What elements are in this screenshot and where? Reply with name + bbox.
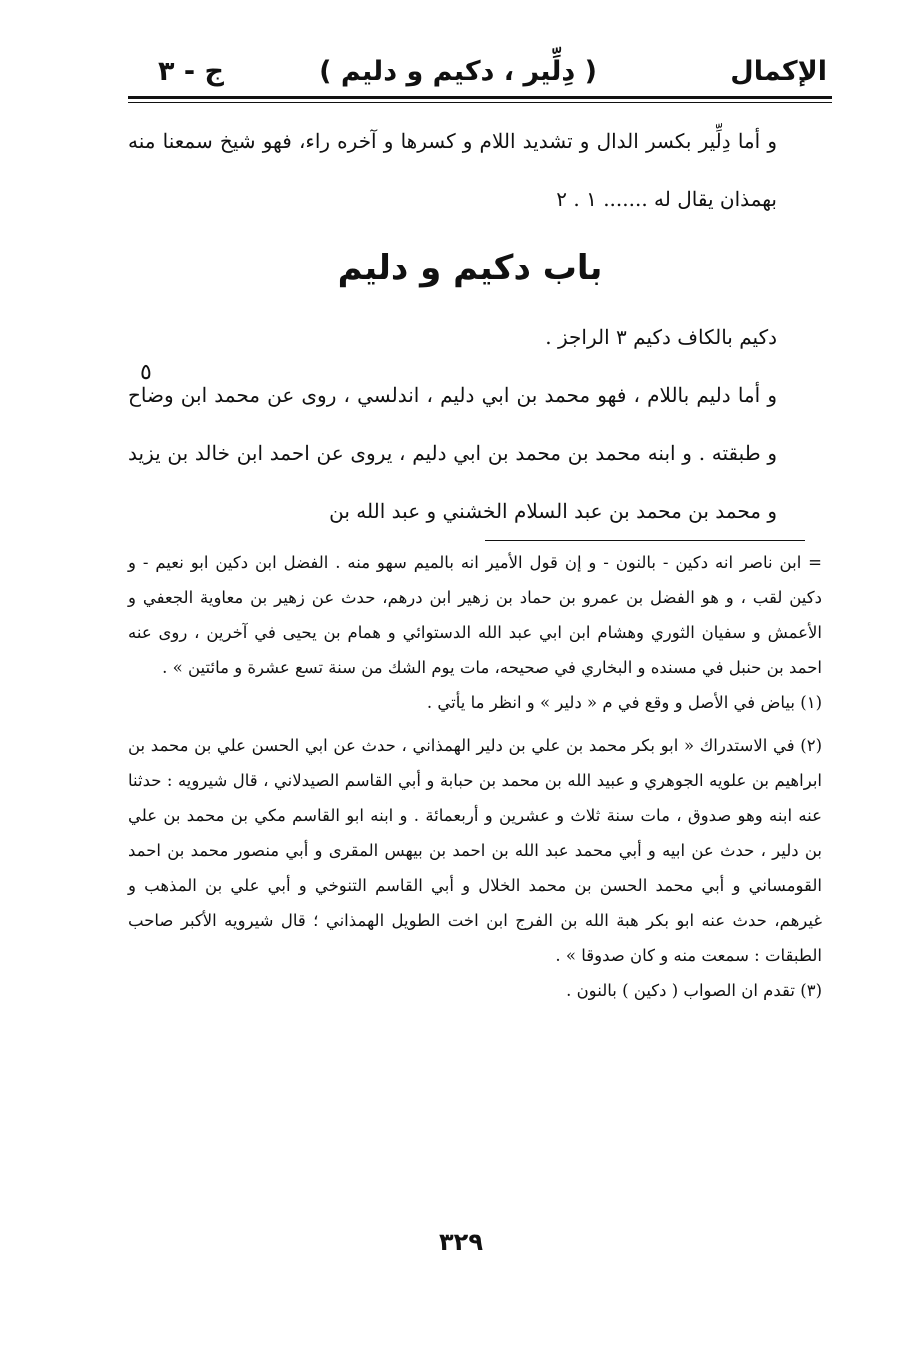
header-volume-number: ج - ٣: [158, 56, 224, 87]
header-book-title: الإكمال: [730, 56, 827, 87]
header-rule-thick: [128, 96, 832, 99]
footnote-1: (١) بياض في الأصل و وقع في م « دلير » و انظر ما يأتي .: [426, 693, 822, 712]
running-header: [140, 50, 827, 94]
dulaym-paragraph: و أما دليم باللام ، فهو محمد بن ابي دليم ، اندلسي ، روى عن محمد ابن وضاح و طبقته . و ابنه محمد بن محمد بن ابي دليم ، يروى عن احمد ابن خالد بن يزيد و محمد بن محمد بن عبد السلام الخشني و عبد الله بن: [128, 383, 778, 523]
page-number: ٣٢٩: [439, 1228, 483, 1256]
footnote-continuation: = ابن ناصر انه دكين - بالنون - و إن قول الأمير انه بالميم سهو منه . الفضل ابن دكين ابو نعيم - و دكين لقب ، و هو الفضل بن عمرو بن حماد بن زهير ابن درهم، حدث عن زهير بن معاوية الجعفي و الأعمش و سفيان الثوري وهشام ابن ابي عبد الله الدستوائي و همام بن يحيى في آخرين ، روى عنه احمد بن حنبل في مسنده و البخاري في صحيحه، مات يوم الشك من سنة تسع عشرة و مائتين » .: [128, 553, 822, 677]
main-text: [128, 112, 812, 540]
header-chapter-title: ( دِلِّير ، دكيم و دليم ): [319, 56, 597, 87]
margin-line-number: ٥: [140, 360, 152, 385]
footnote-rule: [485, 540, 805, 541]
footnotes: [128, 545, 822, 1008]
intro-paragraph: و أما دِلِّير بكسر الدال و تشديد اللام و كسرها و آخره راء، فهو شيخ سمعنا منه بهمذان يقال له ....... ١ . ٢: [128, 129, 777, 211]
footnote-3: (٣) تقدم ان الصواب ( دكين ) بالنون .: [566, 981, 822, 1000]
section-title: باب دكيم و دليم: [337, 248, 603, 288]
header-rule-thin: [128, 102, 832, 103]
dukaym-line: دكيم بالكاف دكيم ٣ الراجز .: [545, 325, 777, 349]
footnote-2: (٢) في الاستدراك « ابو بكر محمد بن علي بن دلير الهمذاني ، حدث عن ابي الحسن علي بن محمد بن ابراهيم بن علويه الجوهري و عبيد الله بن محمد بن حبابة و أبي القاسم الصيدلاني ، قال شيرويه : حدثنا عنه ابنه وهو صدوق ، مات سنة ثلاث و عشرين و أربعمائة . و ابنه ابو القاسم مكي بن محمد بن علي بن دلير ، حدث عن ابيه و أبي محمد عبد الله بن احمد بن بيهس المقرى و أبي منصور محمد بن احمد القومساني و أبي محمد الحسن بن محمد الخلال و أبي القاسم التنوخي و أبي علي بن المذهب و غيرهم، حدث عنه ابو بكر هبة الله بن الفرج ابن اخت الطويل الهمذاني ؛ قال شيرويه الأكبر صاحب الطبقات : سمعت منه و كان صدوقا » .: [128, 736, 822, 965]
